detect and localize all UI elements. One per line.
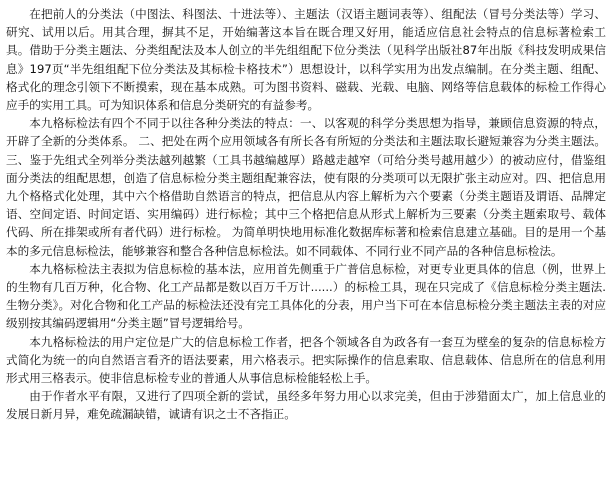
paragraph-main-table: 本九格标检法主表拟为信息标检的基本法，应用首先侧重于广普信息标检，对更专业更具体的信息（例，世界上的生物有几百万种，化合物、化工产品都是数以百万千万计......）的标检工具，现在只完成了《信息标检分类主题法.生物分类》。对化合物和化工产品的标检法还没有完工具体化的分表，用户当下可在本信息标检分类主题法主表的对应级别按其编码逻辑用“分类主题”冒号逻辑给号。 (6, 261, 606, 331)
paragraph-intro: 在把前人的分类法（中图法、科图法、十进法等）、主题法（汉语主题词表等）、组配法（冒号分类法等）学习、研究、试用以后。用其合理，摒其不足，开始编著这本旨在既合理又好用，能适应信息社会特点的信息标著检索工具。借助于分类主题法、分类组配法及本人创立的半先组组配下位分类法（见科学出版社87年出版《科技发明成果信息》197页“半先组组配下位分类法及其标检卡格技术”）思想设计，以科学实用为出发点编制。在分类主题、组配、格式化的理念引领下不断摸索，现在基本成熟。可为图书资料、磁载、光载、电脑、网络等信息载体的标检工作得心应手的实用工具。可为知识体系和信息分类研究的有益参考。 (6, 7, 606, 113)
paragraph-four-features: 本九格标检法有四个不同于以往各种分类法的特点：一、以客观的科学分类思想为指导，兼顾信息资源的特点，开辟了全新的分类体系。 二、把处在两个应用领域各有所长各有所短的分类法和主题法取长避短兼容为分类主题法。 三、鉴于先组式全列举分类法越列越繁（工具书越编越厚）路越走越窄（可给分类号越用越少）的被动应付，借鉴组面分类法的组配思想，创造了信息标检分类主题组配兼容法，使有限的分类项可以无限扩张主动应对。四、把信息用九个格格式化处理，其中六个格借助自然语言的特点，把信息从内容上解析为六个要素（分类主题语及谓语、品牌定语、空间定语、时间定语、实用编码）进行标检；其中三个格把信息从形式上解析为三要素（分类主题索取号、载体代码、所在排架或所有者代码）进行标检。 为简单明快地用标准化数据库标著和检索信息建立基础。目的是用一个基本的多元信息标检法，能够兼容和整合各种信息标检法。如不同载体、不同行业不同产品的各种信息标检法。 (6, 116, 606, 258)
paragraph-closing-note: 由于作者水平有限，又进行了四项全新的尝试，虽经多年努力用心以求完美，但由于涉猎面太广，加上信息业的发展日新月异，难免疏漏缺错，诚请有识之士不吝指正。 (6, 389, 606, 422)
document-body (6, 5, 606, 424)
paragraph-user-positioning: 本九格标检法的用户定位是广大的信息标检工作者，把各个领域各自为政各有一套互为壁垒的复杂的信息标检方式简化为统一的向自然语言看齐的语法要素，用六格表示。把实际操作的信息索取、信息载体、信息所在的信息利用形式用三格表示。使非信息标检专业的普通人从事信息标检能轻松上手。 (6, 334, 606, 386)
